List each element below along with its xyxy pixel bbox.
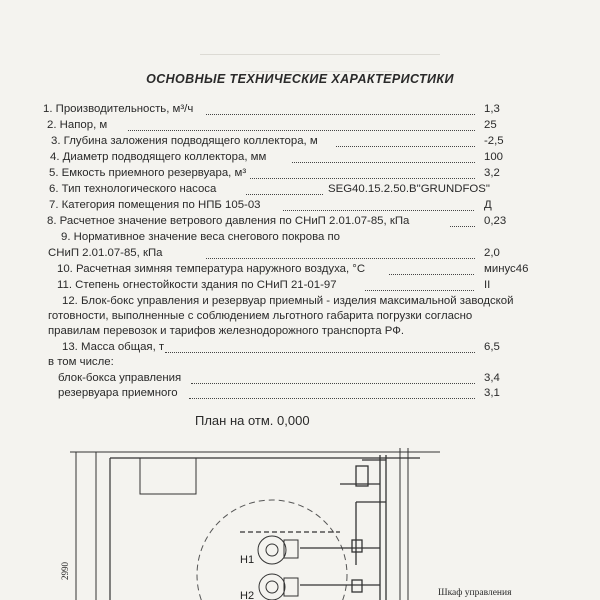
dot-leader — [283, 209, 474, 211]
dot-leader — [365, 289, 474, 291]
spec-label: 7. Категория помещения по НПБ 105-03 — [49, 199, 261, 211]
spec-label: 1. Производительность, м³/ч — [43, 103, 194, 115]
spec-value: 25 — [484, 119, 497, 131]
dimension-label: 2990 — [60, 562, 70, 580]
dot-leader — [450, 225, 475, 227]
spec-value: Д — [484, 199, 492, 211]
plan-walls — [96, 448, 440, 600]
dot-leader — [246, 193, 323, 195]
dot-leader — [189, 397, 475, 399]
pump-1-label: Н1 — [240, 554, 255, 566]
spec-label: 8. Расчетное значение ветрового давления по СНиП 2.01.07-85, кПа — [47, 215, 410, 227]
spec-label: 9. Нормативное значение веса снегового покрова по — [61, 231, 341, 243]
spec-label: СНиП 2.01.07-85, кПа — [48, 247, 163, 259]
spec-value: SEG40.15.2.50.B"GRUNDFOS" — [328, 183, 490, 195]
pump-2 — [259, 574, 298, 600]
dot-leader — [292, 161, 475, 163]
spec-label: блок-бокса управления — [58, 372, 182, 384]
bleed-through-text — [170, 40, 470, 72]
spec-value: II — [484, 279, 491, 291]
dot-leader — [191, 382, 475, 384]
dot-leader — [389, 273, 474, 275]
plan-title: План на отм. 0,000 — [195, 413, 310, 428]
page-title: ОСНОВНЫЕ ТЕХНИЧЕСКИЕ ХАРАКТЕРИСТИКИ — [146, 72, 454, 86]
spec-label: 6. Тип технологического насоса — [49, 183, 217, 195]
spec-value: -2,5 — [484, 135, 504, 147]
spec-label: в том числе: — [48, 356, 114, 368]
spec-label: 13. Масса общая, т — [62, 341, 165, 353]
dot-leader — [165, 351, 475, 353]
spec-label: 3. Глубина заложения подводящего коллектора, м — [51, 135, 318, 147]
spec-label: 4. Диаметр подводящего коллектора, мм — [50, 151, 267, 163]
dot-leader — [128, 129, 475, 131]
spec-label: 12. Блок-бокс управления и резервуар приемный - изделия максимальной заводской — [62, 295, 514, 307]
spec-label: правилам перевозок и тарифов железнодорожного транспорта РФ. — [48, 325, 405, 337]
cabinet-box — [140, 458, 196, 494]
floor-plan — [0, 440, 600, 600]
spec-value: 3,4 — [484, 372, 500, 384]
pump-1 — [258, 536, 298, 564]
cabinet-label: Шкаф управления — [438, 588, 512, 598]
spec-value: 2,0 — [484, 247, 500, 259]
spec-label: 10. Расчетная зимняя температура наружного воздуха, °С — [57, 263, 366, 275]
spec-label: резервуара приемного — [58, 387, 178, 399]
spec-value: минус46 — [484, 263, 529, 275]
dot-leader — [250, 177, 475, 179]
spec-value: 3,2 — [484, 167, 500, 179]
dot-leader — [206, 257, 475, 259]
spec-value: 0,23 — [484, 215, 507, 227]
spec-label: 2. Напор, м — [47, 119, 108, 131]
spec-label: готовности, выполненные с соблюдением льготного габарита погрузки согласно — [48, 310, 473, 322]
spec-value: 6,5 — [484, 341, 500, 353]
spec-value: 1,3 — [484, 103, 500, 115]
spec-label: 11. Степень огнестойкости здания по СНиП 21-01-97 — [57, 279, 337, 291]
spec-value: 100 — [484, 151, 504, 163]
pump-2-label: Н2 — [240, 590, 255, 600]
dot-leader — [206, 113, 475, 115]
spec-value: 3,1 — [484, 387, 500, 399]
spec-label: 5. Емкость приемного резервуара, м³ — [49, 167, 247, 179]
dot-leader — [336, 145, 475, 147]
